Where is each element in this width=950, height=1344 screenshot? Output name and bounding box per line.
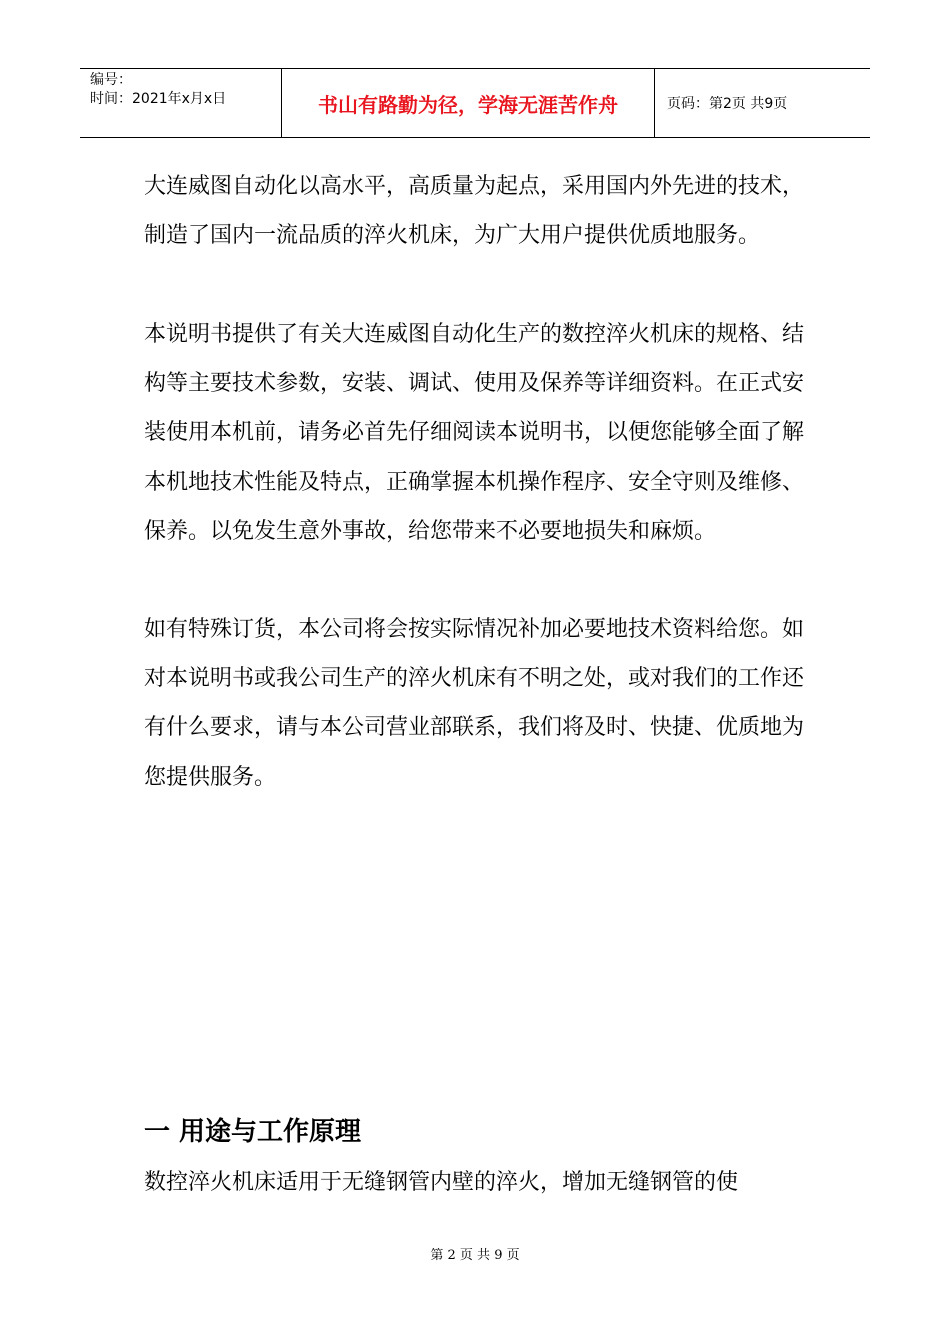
header-motto: 书山有路勤为径，学海无涯苦作舟 xyxy=(281,69,655,137)
paragraph-special-order: 如有特殊订货，本公司将会按实际情况补加必要地技术资料给您。如对本说明书或我公司生产的淬火机床有不明之处，或对我们的工作还有什么要求，请与本公司营业部联系，我们将及时、快捷、优质地为您提供服务。 xyxy=(144,617,805,790)
number-label: 编号： xyxy=(90,72,132,88)
header-page-code: 页码：第2页 共9页 xyxy=(667,96,788,112)
time-label: 时间：2021年x月x日 xyxy=(90,91,227,107)
page-header xyxy=(80,68,870,138)
paragraph-intro: 大连威图自动化以高水平，高质量为起点，采用国内外先进的技术，制造了国内一流品质的淬火机床，为广大用户提供优质地服务。 xyxy=(144,174,805,249)
header-info xyxy=(80,69,281,137)
paragraph-purpose: 数控淬火机床适用于无缝钢管内壁的淬火，增加无缝钢管的使 xyxy=(144,1170,739,1195)
page-footer: 第 2 页 共 9 页 xyxy=(430,1248,520,1263)
section-heading: 一 用途与工作原理 xyxy=(144,1117,362,1147)
paragraph-manual-scope: 本说明书提供了有关大连威图自动化生产的数控淬火机床的规格、结构等主要技术参数，安装、调试、使用及保养等详细资料。在正式安装使用本机前，请务必首先仔细阅读本说明书，以便您能够全面了解本机地技术性能及特点，正确掌握本机操作程序、安全守则及维修、保养。以免发生意外事故，给您带来不必要地损失和麻烦。 xyxy=(144,322,805,544)
